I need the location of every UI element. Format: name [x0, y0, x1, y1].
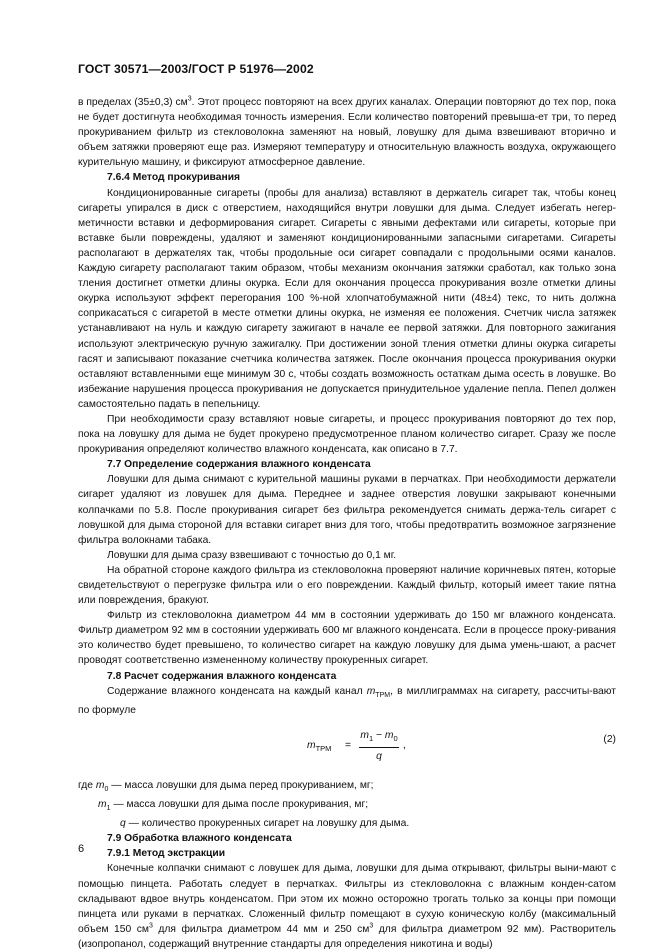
math-symbol: m	[307, 739, 316, 751]
section-heading: 7.7 Определение содержания влажного конденсата	[107, 459, 371, 471]
text-run: где	[78, 779, 96, 791]
superscript: 3	[369, 922, 374, 930]
text-run: Конечные колпачки снимают с ловушек для дыма, ловушки для дыма открывают, фильтры выни-мают с помощью пинцета. Работать следует в перчатках. Фильтры из стекловолокна с влажным конден-сатом складывают вдвое внутрь конденсатом. При этом их можно осторожно трогать только за концы при помощи пинцета или руками в перчатках. Сложенный фильтр помещают в сухую коническую колбу (максимальный объем 150 см	[78, 863, 616, 935]
formula-lhs	[307, 738, 331, 756]
subscript: TPM	[315, 743, 332, 753]
math-symbol: q	[120, 818, 126, 830]
fraction-numerator	[359, 728, 399, 748]
paragraph	[78, 861, 616, 952]
subscript: TPM	[375, 691, 391, 699]
subscript: 0	[104, 785, 109, 793]
paragraph	[78, 95, 616, 170]
definition	[78, 778, 616, 797]
subscript: 1	[368, 733, 374, 743]
paragraph: При необходимости сразу вставляют новые сигареты, и процесс прокуривания повторяют до тех пор, пока на ловушку для дыма не будет прокурено предусмотренное планом количество сигарет. Сразу же после прокуривания определяют количество влажного конденсата, как описано в 7.7.	[78, 413, 616, 456]
math-symbol: m	[98, 799, 107, 811]
text-run: для фильтра диаметром 44 мм и 250 см	[152, 923, 370, 935]
math-symbol: m	[360, 729, 369, 741]
definition	[78, 797, 616, 816]
page-number: 6	[78, 843, 85, 855]
superscript: 3	[148, 922, 153, 930]
paragraph: На обратной стороне каждого фильтра из стекловолокна проверяют наличие коричневых пятен, которые свидетельствуют о перегрузке фильтра или о его повреждении. Каждый фильтр, который имеет такие пятна или повреждения, бракуют.	[78, 564, 616, 607]
body-text	[78, 95, 616, 952]
text-run: , в миллиграммах на сигарету, рассчиты-вают по формуле	[78, 685, 616, 716]
text-run: в пределах (35±0,3) см	[78, 97, 188, 108]
formula-comma: ,	[403, 739, 406, 751]
formula	[78, 724, 616, 768]
fraction-denominator: q	[376, 751, 382, 763]
text-run: — масса ловушки для дыма после прокуривания, мг;	[110, 799, 369, 811]
text-run: — масса ловушки для дыма перед прокуриванием, мг;	[108, 779, 374, 791]
paragraph: Ловушки для дыма сразу взвешивают с точностью до 0,1 мг.	[107, 549, 397, 561]
text-run: . Этот процесс повторяют на всех других каналах. Операции повторяют до тех пор, пока не будет достигнута необходимая точность измерения. Если количество повторений превыша-ет три, то перед прокуриванием фильтр из стекловолокна заменяют на новый, ловушку для дыма взвешивают вторично и объем затяжки проверяют еще раз. Измеряют температуру и относительную влажность воздуха, окружающего курительную машину, и фиксируют атмосферное давление.	[78, 97, 616, 169]
document-page	[78, 62, 616, 952]
text-run: — количество прокуренных сигарет на ловушку для дыма.	[125, 818, 410, 830]
minus-sign: −	[373, 729, 385, 741]
paragraph: Ловушки для дыма снимают с курительной машины руками в перчатках. При необходимости держатели сигарет удаляют из ловушек для дыма. Переднее и заднее отверстия ловушки закрывают конечными колпачками по 5.8. После прокуривания сигарет без фильтра рекомендуется снимать держа-тель сигарет с ловушкой для дыма стороной для вставки сигарет вниз для того, чтобы предотвратить возможное загрязнение фильтра волокнами табака.	[78, 474, 616, 546]
section-heading: 7.9 Обработка влажного конденсата	[107, 833, 292, 845]
text-run: для фильтра диаметром 92 мм). Растворитель (изопропанол, содержащий внутренние стандарты для определения никотина и воды)	[78, 923, 616, 950]
section-heading: 7.9.1 Метод экстракции	[107, 848, 226, 860]
equals-sign: =	[345, 739, 352, 751]
fraction	[359, 728, 399, 764]
definition	[78, 816, 616, 831]
subscript: 0	[393, 733, 398, 743]
superscript: 3	[187, 95, 192, 103]
math-symbol: m	[95, 779, 105, 791]
document-header: ГОСТ 30571—2003/ГОСТ Р 51976—2002	[78, 62, 314, 76]
formula-number: (2)	[603, 733, 616, 745]
paragraph: Кондиционированные сигареты (пробы для анализа) вставляют в держатель сигарет так, чтобы конец сигареты упирался в диск с отверстием, находящийся внутри ловушки для дыма. Следует избегать негер-метичности вставки и деформирования сигарет. Сигареты с явными дефектами или сигареты, которые при вставке были повреждены, удаляют и заменяют кондиционированными запасными сигаретами. Сигареты располагают в держателях так, чтобы продольные оси сигарет совпадали с продольными осями каналов. Каждую сигарету располагают таким образом, чтобы механизм окончания затяжки сработал, как только зона тления достигнет отметки длины окурка. Если для окончания процесса прокуривания возле отметки длины окурка используют эффект перегорания 100 %-ной хлопчатобумажной нити (48±4) текс, то нить должна соприкасаться с сигаретой в месте отметки длины окурка, не изменяя ее положения. Счетчик числа затяжек устанавливают на нуль и каждую сигарету зажигают в начале ее первой затяжки. Для повторного зажигания используют электрическую ручную зажигалку. При достижении зоной тления отметки длины окурка сигареты гасят и записывают показание счетчика количества затяжек. После окончания процесса прокуривания окурки оставляют вставленными еще минимум 30 с, чтобы создать возможность остаткам дыма осесть в ловушке. Во избежание нарушения процесса прокуривания не допускается принудительное удаление пепла. Пепел должен самостоятельно падать в пепельницу.	[78, 187, 616, 410]
text-run: Содержание влажного конденсата на каждый канал	[107, 685, 367, 697]
subscript: 1	[106, 805, 111, 813]
math-symbol: m	[384, 729, 394, 741]
section-heading: 7.8 Расчет содержания влажного конденсата	[107, 670, 337, 682]
paragraph: Фильтр из стекловолокна диаметром 44 мм в состоянии удерживать до 150 мг влажного конденсата. Фильтр диаметром 92 мм в состоянии удерживать 600 мг влажного конденсата. Если в процессе проку-ривания это количество будет превышено, то количество сигарет на каждую ловушку для дыма умень-шают, а расчет проводят соответственно измененному количеству прокуренных сигарет.	[78, 610, 616, 667]
math-symbol: m	[366, 685, 376, 697]
paragraph	[78, 684, 616, 718]
section-heading: 7.6.4 Метод прокуривания	[107, 172, 241, 184]
